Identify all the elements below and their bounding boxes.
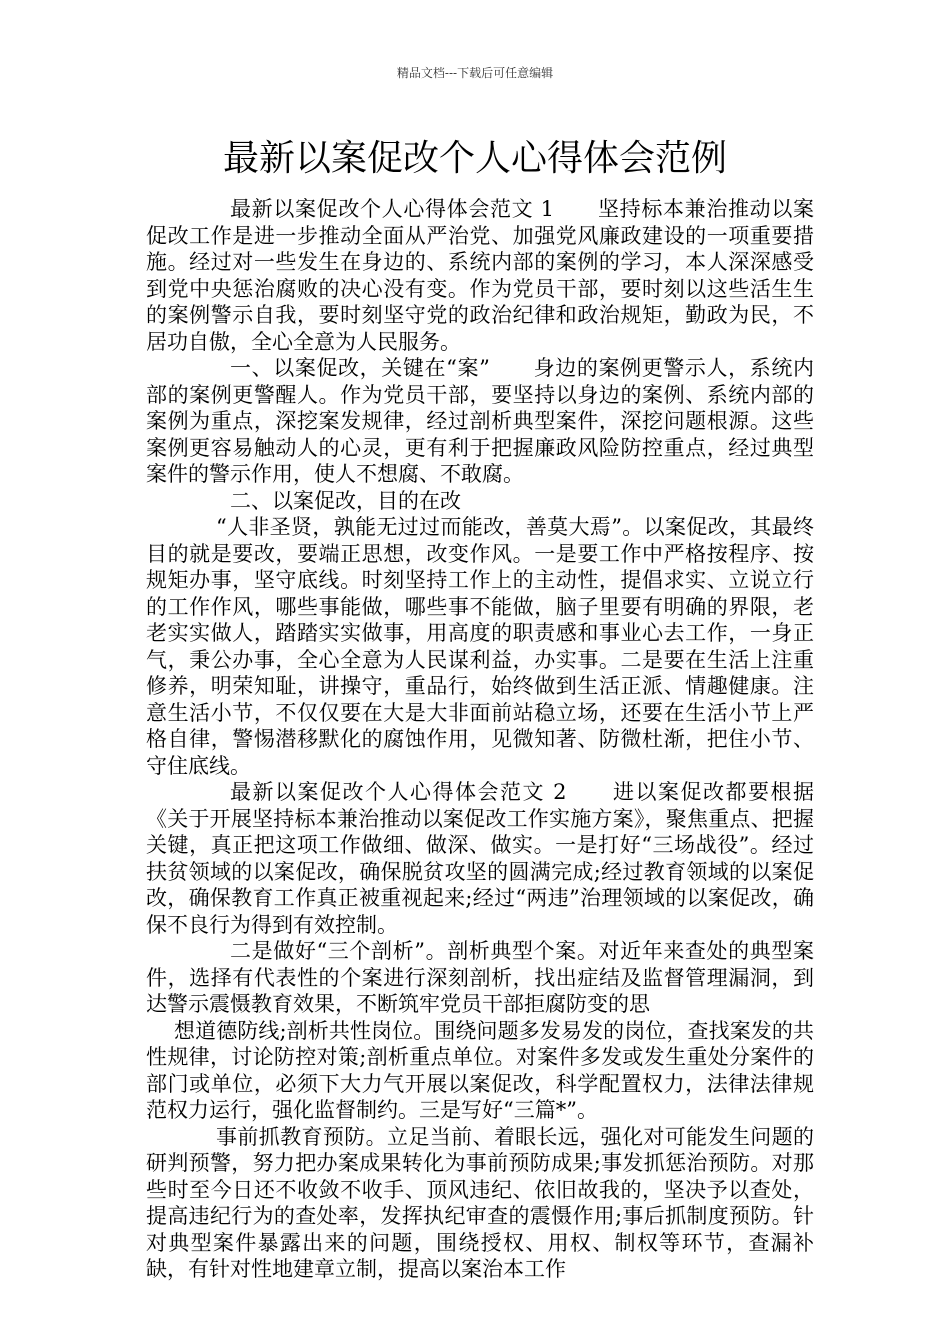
paragraph-2: 一、以案促改，关键在“案” 身边的案例更警示人，系统内部的案例更警醒人。作为党员干部，要坚持以身边的案例、系统内部的案例为重点，深挖案发规律，经过剖析典型案件，深挖问题根源。这些案例更容易触动人的心灵，更有利于把握廉政风险防控重点，经过典型案件的警示作用，使人不想腐、不敢腐。 xyxy=(146,356,814,486)
paragraph-4: “人非圣贤，孰能无过过而能改，善莫大焉”。以案促改，其最终目的就是要改，要端正思想，改变作风。一是要工作中严格按程序、按规矩办事，坚守底线。时刻坚持工作上的主动性，提倡求实、立说立行的工作作风，哪些事能做，哪些事不能做，脑子里要有明确的界限，老老实实做人，踏踏实实做事，用高度的职责感和事业心去工作，一身正气，秉公办事，全心全意为人民谋利益，办实事。二是要在生活上注重修养，明荣知耻，讲操守，重品行，始终做到生活正派、情趣健康。注意生活小节，不仅仅要在大是大非面前站稳立场，还要在生活小节上严格自律，警惕潜移默化的腐蚀作用，见微知著、防微杜渐，把住小节、守住底线。 xyxy=(146,515,814,778)
paragraph-5: 最新以案促改个人心得体会范文 2 进以案促改都要根据《关于开展坚持标本兼治推动以案促改工作实施方案》，聚焦重点、把握关键，真正把这项工作做细、做深、做实。一是打好“三场战役”。经过扶贫领域的以案促改，确保脱贫攻坚的圆满完成;经过教育领域的以案促改，确保教育工作真正被重视起来;经过“两违”治理领域的以案促改，确保不良行为得到有效控制。 xyxy=(146,780,814,937)
paragraph-6: 二是做好“三个剖析”。剖析典型个案。对近年来查处的典型案件，选择有代表性的个案进行深刻剖析，找出症结及监督管理漏洞，到达警示震慑教育效果，不断筑牢党员干部拒腐防变的思 xyxy=(146,939,814,1016)
document-title: 最新以案促改个人心得体会范例 xyxy=(222,138,727,179)
paragraph-3: 二、以案促改，目的在改 xyxy=(230,488,461,513)
paragraph-1: 最新以案促改个人心得体会范文 1 坚持标本兼治推动以案促改工作是进一步推动全面从严治党、加强党风廉政建设的一项重要措施。经过对一些发生在身边的、系统内部的案例的学习，本人深深感受到党中央惩治腐败的决心没有变。作为党员干部，要时刻以这些活生生的案例警示自我，要时刻坚守党的政治纪律和政治规矩，勤政为民，不居功自傲，全心全意为人民服务。 xyxy=(146,197,814,354)
header-note: 精品文档---下载后可任意编辑 xyxy=(396,66,554,80)
paragraph-8: 事前抓教育预防。立足当前、着眼长远，强化对可能发生问题的研判预警，努力把办案成果转化为事前预防成果;事发抓惩治预防。对那些时至今日还不收敛不收手、顶风违纪、依旧故我的，坚决予以查处，提高违纪行为的查处率，发挥执纪审查的震慑作用;事后抓制度预防。针对典型案件暴露出来的问题，围绕授权、用权、制权等环节，查漏补缺，有针对性地建章立制，提高以案治本工作 xyxy=(146,1124,814,1281)
document-body xyxy=(146,196,814,1283)
paragraph-7: 想道德防线;剖析共性岗位。围绕问题多发易发的岗位，查找案发的共性规律，讨论防控对策;剖析重点单位。对案件多发或发生重处分案件的部门或单位，必须下大力气开展以案促改，科学配置权力，法律法律规范权力运行，强化监督制约。三是写好“三篇*”。 xyxy=(146,1018,814,1122)
